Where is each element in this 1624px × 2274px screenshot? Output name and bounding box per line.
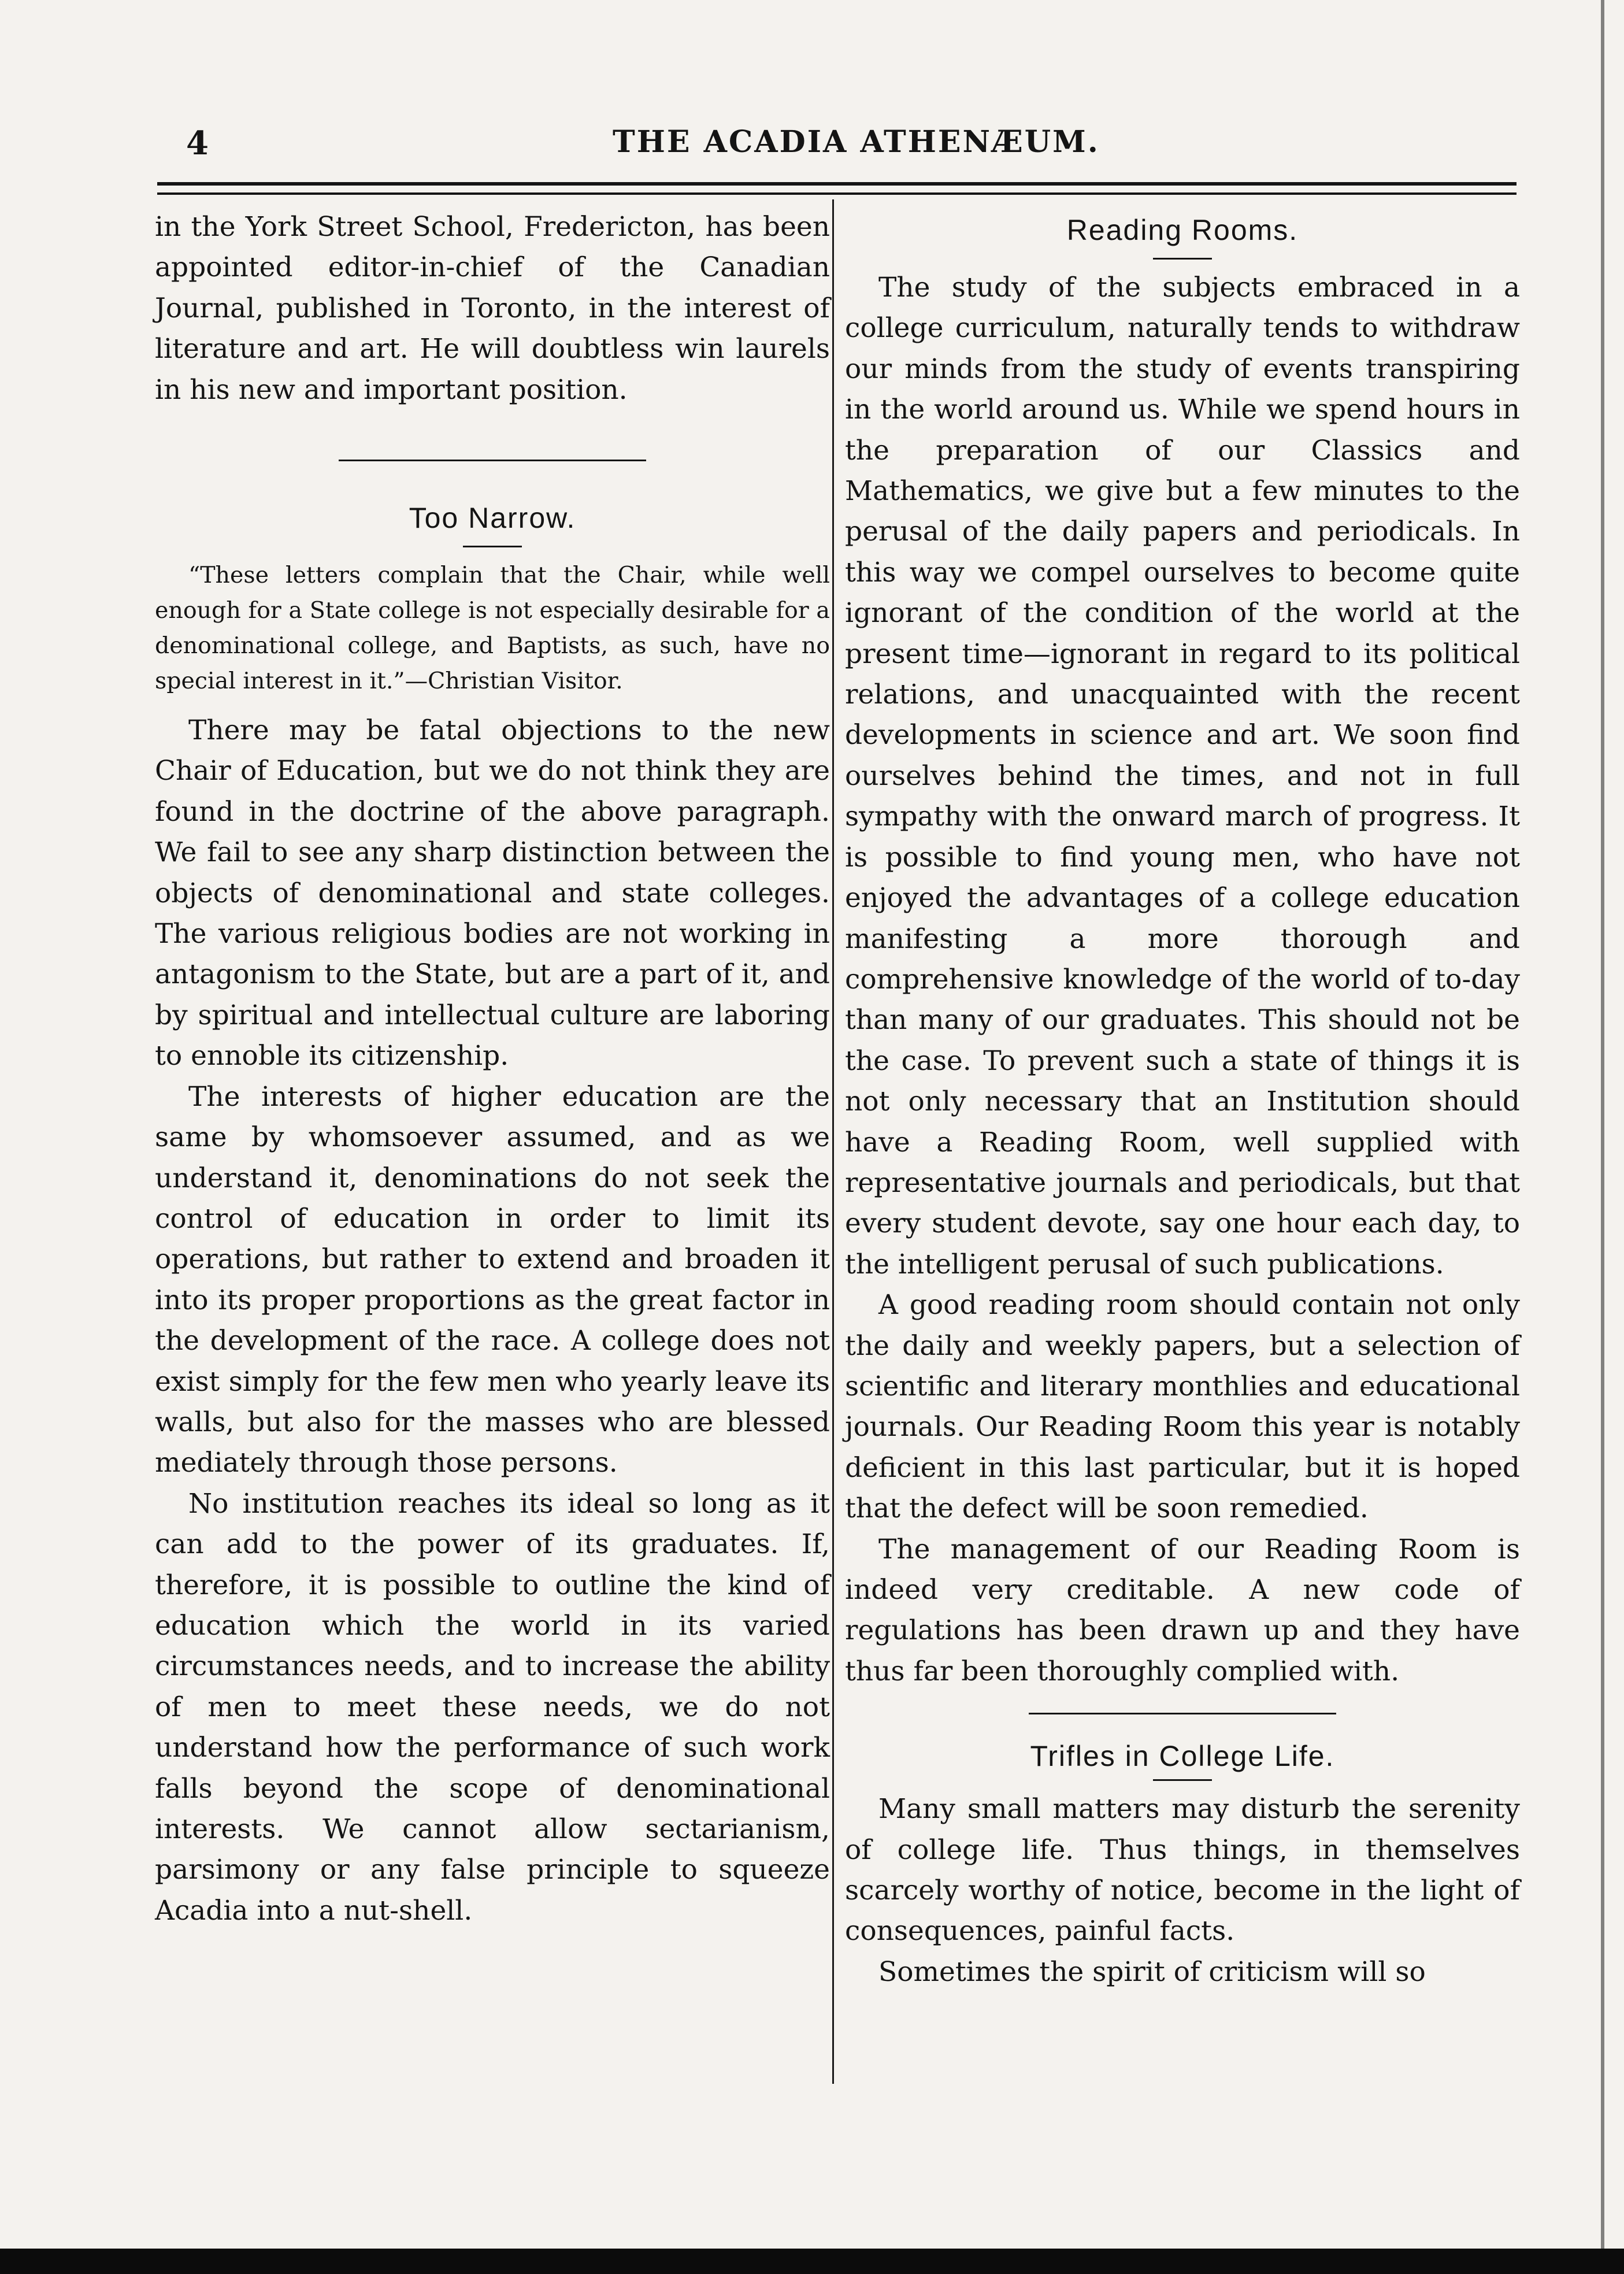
article-paragraph: The interests of higher education are the same by whomsoever assumed, and as we understand it, denominations do not seek the control of education in order to limit its operations, but rather to extend and broaden it into its proper proportions as the great factor in the development of the race. A college does not exist simply for the few men who yearly leave its walls, but also for the masses who are blessed mediately through those persons. <box>155 1080 830 1479</box>
left-column <box>155 207 830 1931</box>
article-paragraph: A good reading room should contain not only the daily and weekly papers, but a selection of scientific and literary monthlies and educational journals. Our Reading Room this year is notably deficient in this last particular, but it is hoped that the defect will be soon remedied. <box>845 1289 1520 1525</box>
title-underline <box>1153 258 1212 260</box>
article-title-trifles: Trifles in College Life. <box>1030 1740 1335 1773</box>
article-title-too-narrow: Too Narrow. <box>409 502 576 535</box>
article-paragraph: Sometimes the spirit of criticism will so <box>878 1956 1426 1988</box>
article-paragraph: No institution reaches its ideal so long as it can add to the power of its graduates. If, therefore, it is possible to outline the kind of education which the world in its varied circumstances needs, and to increase the ability of men to meet these needs, we do not understand how the performance of such work falls beyond the scope of denominational interests. We cannot allow sectarianism, parsimony or any false principle to squeeze Acadia into a nut-shell. <box>155 1487 830 1927</box>
page-edge-shadow <box>1601 0 1604 2274</box>
scan-bottom-band <box>0 2249 1624 2274</box>
article-paragraph: The management of our Reading Room is indeed very creditable. A new code of regulations has been drawn up and they have thus far been thoroughly complied with. <box>845 1533 1520 1687</box>
article-title-reading-rooms: Reading Rooms. <box>1066 214 1299 246</box>
header-rule-top <box>157 182 1517 186</box>
title-underline <box>463 546 522 547</box>
epigraph-quote: “These letters complain that the Chair, while well enough for a State college is not especially desirable for a denominational college, and Baptists, as such, have no special interest in it.”—Christian Visitor. <box>155 562 830 695</box>
continuation-paragraph: in the York Street School, Fredericton, has been appointed editor-in-chief of the Canadian Journal, published in Toronto, in the interest of literature and art. He will doubtless win laurels in his new and important position. <box>155 211 830 406</box>
article-paragraph: There may be fatal objections to the new Chair of Education, but we do not think they are found in the doctrine of the above paragraph. We fail to see any sharp distinction between the objects of denominational and state colleges. The various religious bodies are not working in antagonism to the State, but are a part of it, and by spiritual and intellectual culture are laboring to ennoble its citizenship. <box>155 714 830 1072</box>
column-divider <box>832 199 834 2084</box>
page-number: 4 <box>186 124 209 162</box>
title-underline <box>1153 1779 1212 1781</box>
header-rule-bottom <box>157 192 1517 195</box>
article-paragraph: The study of the subjects embraced in a college curriculum, naturally tends to withdraw our minds from the study of events transpiring in the world around us. While we spend hours in the preparation of our Classics and Mathematics, we give but a few minutes to the perusal of the daily papers and periodicals. In this way we compel ourselves to become quite ignorant of the condition of the world at the present time—ignorant in regard to its political relations, and unacquainted with the recent developments in science and art. We soon find ourselves behind the times, and not in full sympathy with the onward march of progress. It is possible to find young men, who have not enjoyed the advantages of a college education manifesting a more thorough and comprehensive knowledge of the world of to-day than many of our graduates. This should not be the case. To prevent such a state of things it is not only necessary that an Institution should have a Reading Room, well supplied with representative journals and periodicals, but that every student devote, say one hour each day, to the intelligent perusal of such publications. <box>845 272 1520 1280</box>
running-title: THE ACADIA ATHENÆUM. <box>613 124 1100 160</box>
right-column <box>845 207 1520 1992</box>
article-paragraph: Many small matters may disturb the serenity of college life. Thus things, in themselves scarcely worthy of notice, become in the light of consequences, painful facts. <box>845 1793 1520 1947</box>
